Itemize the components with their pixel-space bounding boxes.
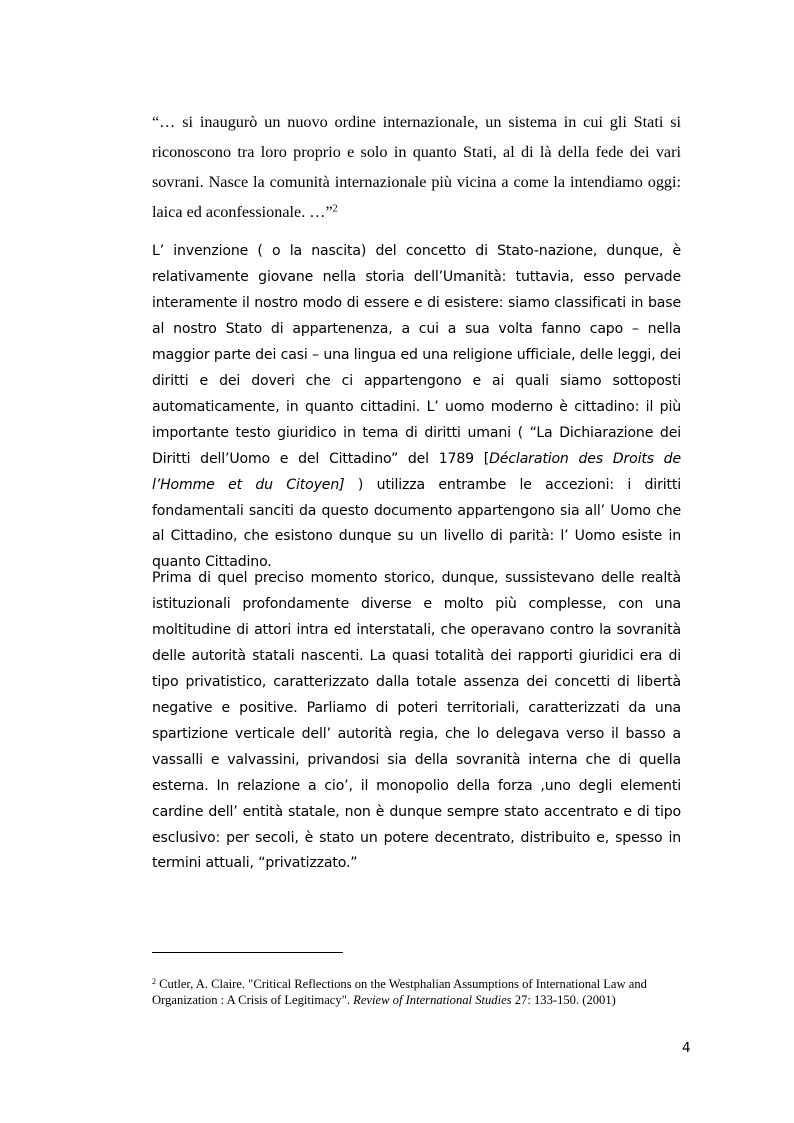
body-paragraph-2	[152, 566, 681, 877]
footnote-text-start: Cutler, A. Claire. "Critical Reflections on the Westphalian Assumptions of International Law and Organization : A Crisis of Legitimacy".	[152, 977, 647, 1007]
footnote-reference[interactable]: 2	[332, 203, 338, 215]
quote-text: “… si inaugurò un nuovo ordine internazionale, un sistema in cui gli Stati si riconoscono tra loro proprio e solo in quanto Stati, al di là della fede dei vari sovrani. Nasce la comunità internazionale più vicina a come la intendiamo oggi: laica ed aconfessionale. …”	[152, 113, 681, 221]
paragraph-1-italic-title: Déclaration des Droits de l’Homme et du Citoyen]	[152, 450, 681, 493]
footnote-journal-title: Review of International Studies	[353, 993, 512, 1007]
body-paragraph-1	[152, 239, 681, 576]
paragraph-2-text: Prima di quel preciso momento storico, dunque, sussistevano delle realtà istituzionali profondamente diverse e molto più complesse, con una moltitudine di attori intra ed interstatali, che operavano contro la sovranità delle autorità statali nascenti. La quasi totalità dei rapporti giuridici era di tipo privatistico, caratterizzato dalla totale assenza dei concetti di libertà negative e positive. Parliamo di poteri territoriali, caratterizzati da una spartizione verticale dell’ autorità regia, che lo delegava verso il basso a vassalli e valvassini, privandosi sia della sovranità interna che di quella esterna. In relazione a cio’, il monopolio della forza ,uno degli elementi cardine dell’ entità statale, non è dunque sempre stato accentrato e di tipo esclusivo: per secoli, è stato un potere decentrato, distribuito e, spesso in termini attuali, “privatizzato.”	[152, 570, 681, 872]
footnote-separator	[152, 952, 343, 953]
paragraph-1-text-start: L’ invenzione ( o la nascita) del concetto di Stato-nazione, dunque, è relativamente giovane nella storia dell’Umanità: tuttavia, esso pervade interamente il nostro modo di essere e di esistere: siamo classificati in base al nostro Stato di appartenenza, a cui a sua volta fanno capo – nella maggior parte dei casi – una lingua ed una religione ufficiale, delle leggi, dei diritti e dei doveri che ci appartengono e ai quali siamo sottoposti automaticamente, in quanto cittadini. L’ uomo moderno è cittadino: il più importante testo giuridico in tema di diritti umani ( “La Dichiarazione dei Diritti dell’Uomo e del Cittadino” del 1789 [	[152, 243, 681, 467]
block-quote	[152, 107, 681, 227]
footnote	[152, 976, 692, 1008]
paragraph-1-text-end: ) utilizza entrambe le accezioni: i diritti fondamentali sanciti da questo documento appartengono sia all’ Uomo che al Cittadino, che esistono dunque su un livello di parità: l’ Uomo esiste in quanto Cittadino.	[152, 476, 682, 571]
page-number: 4	[682, 1040, 691, 1056]
footnote-text-end: 27: 133-150. (2001)	[511, 993, 616, 1007]
footnote-number: 2	[152, 977, 156, 986]
